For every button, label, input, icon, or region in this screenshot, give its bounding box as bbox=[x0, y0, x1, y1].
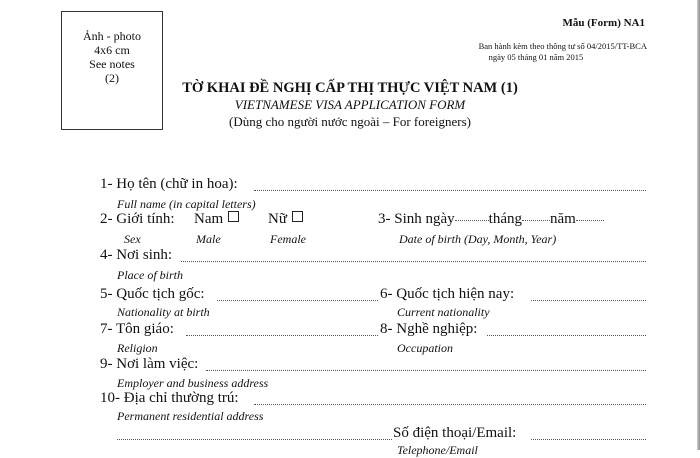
dob-month-field[interactable] bbox=[522, 220, 550, 221]
form-title: TỜ KHAI ĐỀ NGHỊ CẤP THỊ THỰC VIỆT NAM (1) bbox=[182, 80, 518, 96]
male-en: Male bbox=[196, 232, 221, 246]
occupation-field[interactable] bbox=[487, 335, 646, 336]
current-nationality-field[interactable] bbox=[531, 300, 646, 301]
employer-en: Employer and business address bbox=[117, 376, 269, 390]
male-checkbox[interactable] bbox=[228, 211, 239, 222]
place-of-birth-en: Place of birth bbox=[117, 268, 183, 282]
sex-female-option[interactable] bbox=[268, 211, 303, 228]
employer-label: 9- Nơi làm việc: bbox=[100, 356, 199, 372]
dob-en: Date of birth (Day, Month, Year) bbox=[399, 232, 557, 246]
nationality-birth-label: 5- Quốc tịch gốc: bbox=[100, 286, 205, 302]
current-nationality-en: Current nationality bbox=[397, 305, 490, 319]
phone-email-en: Telephone/Email bbox=[397, 443, 478, 457]
address-en: Permanent residential address bbox=[117, 409, 264, 423]
place-of-birth-label: 4- Nơi sinh: bbox=[100, 247, 173, 263]
full-name-label: 1- Họ tên (chữ in hoa): bbox=[100, 176, 238, 192]
dob-row bbox=[378, 211, 604, 228]
female-en: Female bbox=[270, 232, 306, 246]
issued-line-2: ngày 05 tháng 01 năm 2015 bbox=[488, 52, 584, 62]
sex-male-option[interactable] bbox=[194, 211, 239, 228]
form-subtitle: VIETNAMESE VISA APPLICATION FORM bbox=[234, 97, 466, 112]
sex-label: 2- Giới tính: bbox=[100, 211, 175, 227]
sex-en: Sex bbox=[124, 232, 141, 246]
full-name-en: Full name (in capital letters) bbox=[117, 197, 256, 211]
religion-label: 7- Tôn giáo: bbox=[100, 321, 174, 337]
issued-note bbox=[479, 41, 647, 63]
full-name-field[interactable] bbox=[254, 190, 646, 191]
photo-label: Ảnh - photo bbox=[83, 29, 141, 43]
dob-year-field[interactable] bbox=[576, 220, 604, 221]
sex-male-label: Nam bbox=[194, 211, 224, 227]
photo-note-number: (2) bbox=[105, 71, 119, 85]
issued-line-1: Ban hành kèm theo thông tư số 04/2015/TT-BCA bbox=[478, 41, 647, 51]
religion-en: Religion bbox=[117, 341, 158, 355]
dob-day-label: 3- Sinh ngày bbox=[378, 211, 455, 227]
nationality-birth-en: Nationality at birth bbox=[117, 305, 210, 319]
occupation-label: 8- Nghề nghiệp: bbox=[380, 321, 478, 337]
dob-month-label: tháng bbox=[488, 211, 522, 227]
address-field[interactable] bbox=[254, 404, 646, 405]
nationality-birth-field[interactable] bbox=[217, 300, 378, 301]
photo-notes: See notes bbox=[89, 57, 135, 71]
address-label: 10- Địa chỉ thường trú: bbox=[100, 390, 239, 406]
religion-field[interactable] bbox=[186, 335, 378, 336]
photo-size: 4x6 cm bbox=[94, 43, 130, 57]
dob-year-label: năm bbox=[550, 211, 576, 227]
employer-field[interactable] bbox=[206, 370, 646, 371]
form-audience: (Dùng cho người nước ngoài – For foreigners) bbox=[229, 114, 471, 129]
occupation-en: Occupation bbox=[397, 341, 453, 355]
phone-email-label: Số điện thoại/Email: bbox=[393, 425, 517, 441]
place-of-birth-field[interactable] bbox=[181, 261, 646, 262]
female-checkbox[interactable] bbox=[292, 211, 303, 222]
address-field-line-2[interactable] bbox=[117, 439, 392, 440]
sex-female-label: Nữ bbox=[268, 211, 287, 227]
form-number: Mẫu (Form) NA1 bbox=[562, 17, 645, 29]
dob-day-field[interactable] bbox=[455, 220, 489, 221]
current-nationality-label: 6- Quốc tịch hiện nay: bbox=[380, 286, 515, 302]
phone-email-field[interactable] bbox=[531, 439, 646, 440]
